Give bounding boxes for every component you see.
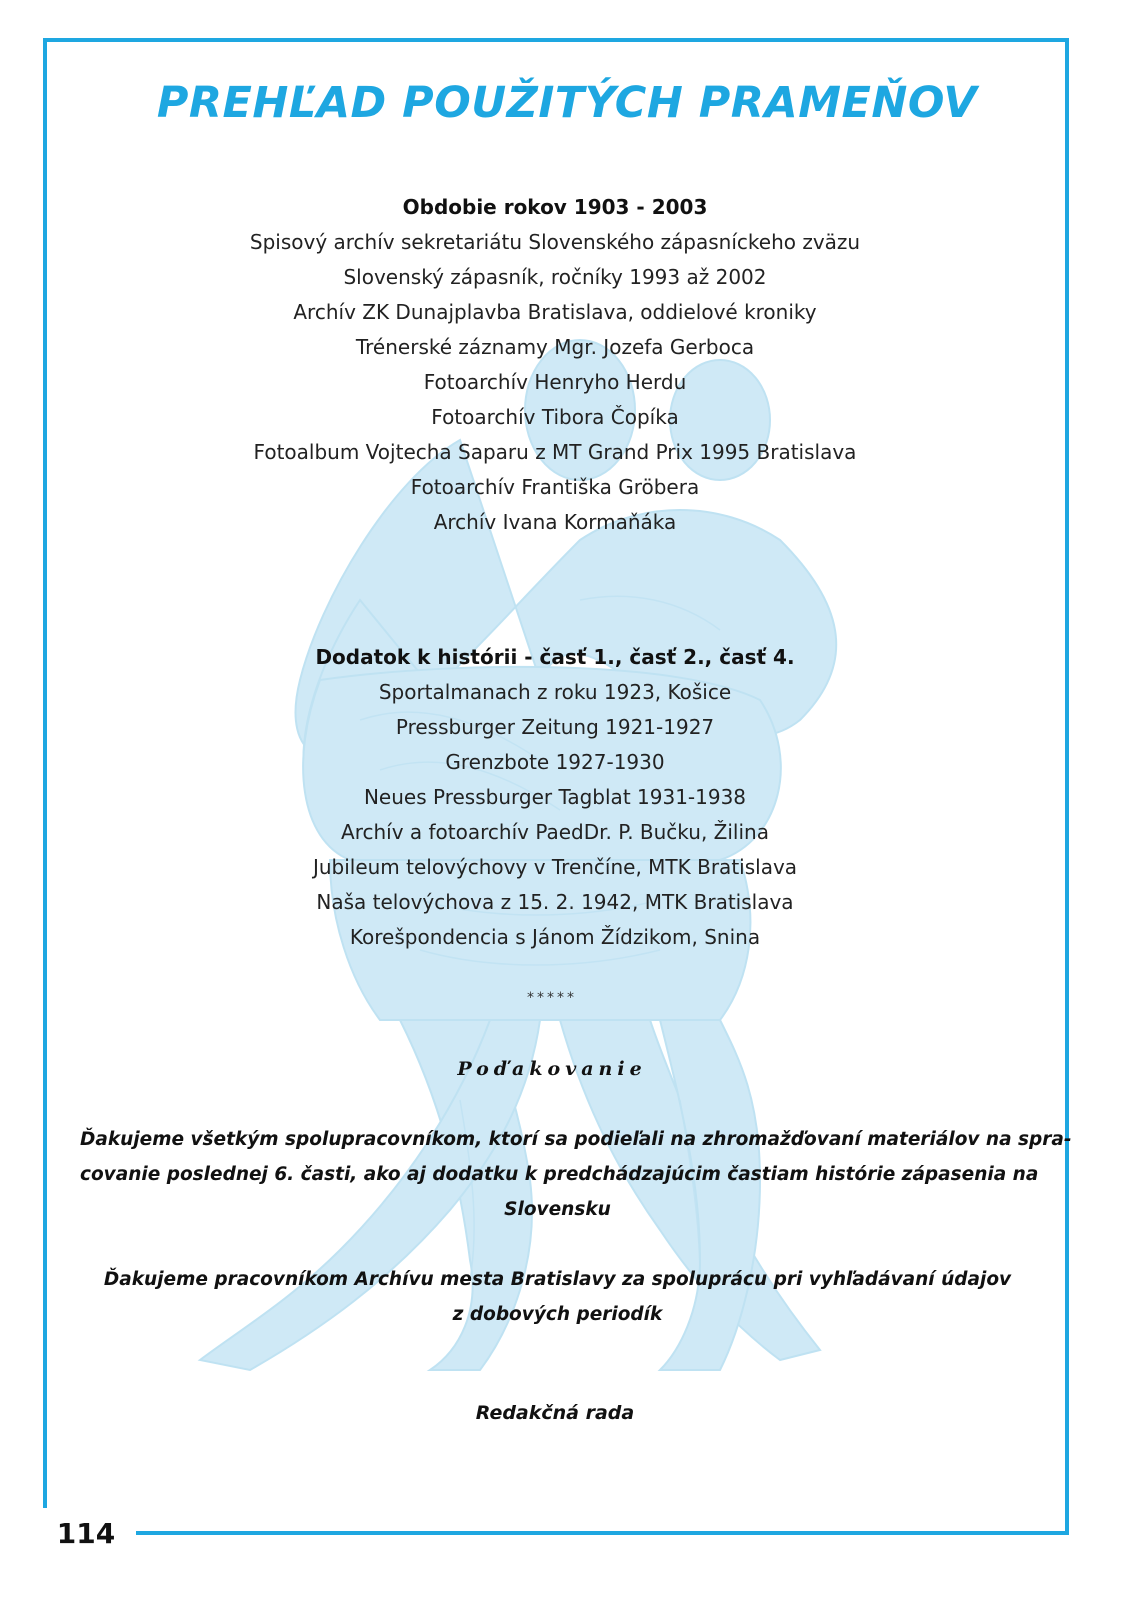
acknowledgement-title: Poďakovanie: [457, 1058, 647, 1080]
source-item: Spisový archív sekretariátu Slovenského zápasníckeho zväzu: [249, 230, 861, 254]
page-number-box: [36, 1508, 136, 1558]
sources-section-2: [0, 640, 1110, 955]
source-item: Pressburger Zeitung 1921-1927: [395, 715, 715, 739]
signature: Redakčná rada: [475, 1402, 635, 1424]
source-item: Trénerské záznamy Mgr. Jozefa Gerboca: [355, 335, 755, 359]
section-1-heading: Obdobie rokov 1903 - 2003: [402, 195, 708, 219]
ack-line: covanie poslednej 6. časti, ako aj dodatku k predchádzajúcim častiam histórie zápasenia na: [80, 1164, 1039, 1185]
source-item: Fotoarchív Tibora Čopíka: [431, 405, 679, 429]
acknowledgement-paragraph-2: [80, 1262, 1035, 1332]
source-item: Archív Ivana Kormaňáka: [433, 510, 677, 534]
source-item: Naša telovýchova z 15. 2. 1942, MTK Bratislava: [316, 890, 794, 914]
section-2-heading: Dodatok k histórii - časť 1., časť 2., časť 4.: [315, 645, 795, 669]
ack-line: Ďakujeme všetkým spolupracovníkom, ktorí sa podieľali na zhromažďovaní materiálov na spra-: [80, 1129, 1072, 1150]
separator: *****: [527, 990, 577, 1006]
source-item: Archív ZK Dunajplavba Bratislava, oddielové kroniky: [293, 300, 817, 324]
acknowledgement-paragraph-1: [80, 1122, 1072, 1227]
ack-line: Ďakujeme pracovníkom Archívu mesta Bratislavy za spoluprácu pri vyhľadávaní údajov: [103, 1269, 1012, 1290]
page-number: 114: [56, 1516, 116, 1550]
source-item: Korešpondencia s Jánom Žídzikom, Snina: [349, 925, 761, 949]
source-item: Grenzbote 1927-1930: [445, 750, 665, 774]
source-item: Fotoarchív Františka Gröbera: [410, 475, 700, 499]
source-item: Archív a fotoarchív PaedDr. P. Bučku, Žilina: [341, 820, 769, 844]
source-item: Fotoarchív Henryho Herdu: [423, 370, 687, 394]
ack-line: Slovensku: [504, 1199, 611, 1220]
sources-section-1: [0, 190, 1110, 540]
source-item: Slovenský zápasník, ročníky 1993 až 2002: [343, 265, 767, 289]
page-title: PREHĽAD POUŽITÝCH PRAMEŇOV: [156, 78, 978, 128]
source-item: Fotoalbum Vojtecha Saparu z MT Grand Prix 1995 Bratislava: [253, 440, 857, 464]
source-item: Sportalmanach z roku 1923, Košice: [378, 680, 732, 704]
source-item: Jubileum telovýchovy v Trenčíne, MTK Bratislava: [312, 855, 798, 879]
source-item: Neues Pressburger Tagblat 1931-1938: [363, 785, 747, 809]
ack-line: z dobových periodík: [452, 1304, 663, 1325]
